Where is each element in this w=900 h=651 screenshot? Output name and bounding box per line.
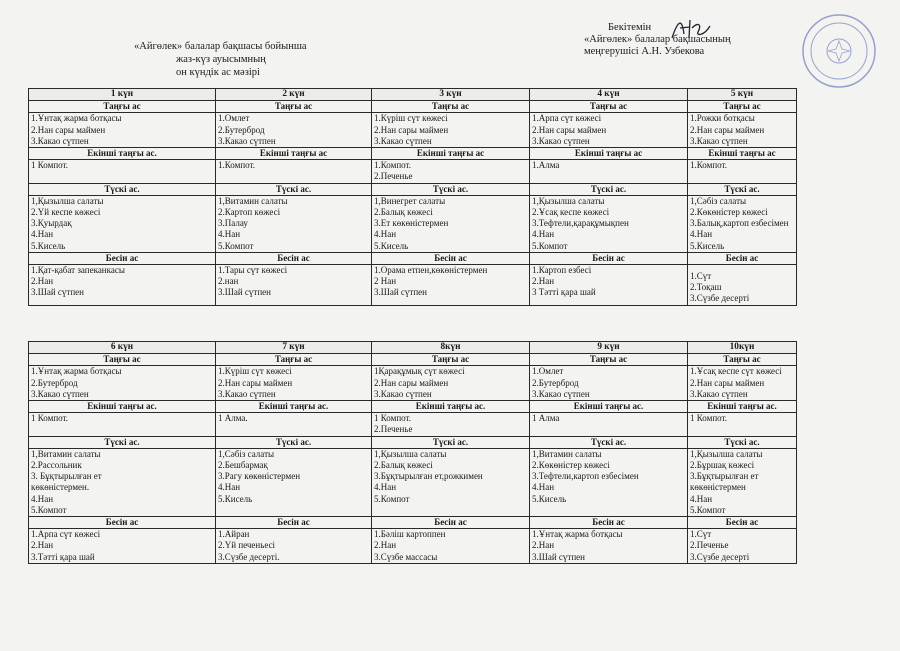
- breakfast-header-row: [29, 354, 797, 366]
- dish: 1 Алма: [532, 413, 560, 424]
- dish: 1,Витамин салаты: [31, 448, 101, 459]
- meal-label: Екінші таңғы ас: [530, 148, 688, 160]
- meal-label: Бесін ас: [372, 517, 530, 529]
- dish: 3.Какао сүтпен: [690, 388, 748, 399]
- dish: 3.Какао сүтпен: [31, 135, 89, 146]
- menu-cell: [372, 366, 530, 401]
- dish: 2.Тоқаш: [690, 282, 722, 293]
- menu-cell: [530, 366, 688, 401]
- day-header: 1 күн: [29, 89, 216, 101]
- meal-label: Бесін ас: [29, 517, 216, 529]
- meal-label: Түскі ас.: [29, 436, 216, 448]
- dish: 1.Ұнтақ жарма ботқасы: [31, 366, 122, 377]
- meal-label: Таңғы ас: [29, 354, 216, 366]
- menu-cell: [530, 195, 688, 252]
- dish: 2.Үй печеньесі: [218, 540, 276, 551]
- dish: 3.Бұқтырылған ет,рожкимен: [374, 471, 483, 482]
- dish: 2.Бұршақ көжесі: [690, 460, 755, 471]
- dish: 4.Нан: [218, 482, 241, 493]
- dish: 5.Кисель: [374, 240, 409, 251]
- dish: 2.Нан сары маймен: [690, 124, 765, 135]
- meal-label: Екінші таңғы ас.: [530, 401, 688, 413]
- menu-cell: [530, 113, 688, 148]
- dish: 3.Бұқтырылған ет: [690, 471, 759, 482]
- dish: 1,Қызылша салаты: [31, 195, 104, 206]
- dish: 1.Компот.: [218, 160, 256, 171]
- dish: 4.Нан: [532, 482, 555, 493]
- menu-cell: [372, 448, 530, 516]
- dish: 3.Шай сүтпен: [218, 287, 271, 298]
- meal-label: Түскі ас.: [216, 436, 372, 448]
- meal-label: Бесін ас: [216, 517, 372, 529]
- dish: 2.Печенье: [374, 424, 413, 435]
- menu-cell: [216, 366, 372, 401]
- dish: 5.Компот: [690, 504, 726, 515]
- dish: 3.Какао сүтпен: [31, 388, 89, 399]
- meal-label: Бесін ас: [530, 517, 688, 529]
- dish: 1.Күріш сүт көжесі: [374, 113, 448, 124]
- day-header-row: [29, 89, 797, 101]
- menu-table-days-1-5: [28, 88, 797, 306]
- dish: 1,Қызылша салаты: [374, 448, 447, 459]
- dish: 1 Компот.: [31, 160, 69, 171]
- dish: 5.Компот: [374, 493, 410, 504]
- breakfast-row: [29, 366, 797, 401]
- dish: 2.Бутерброд: [31, 377, 78, 388]
- dish: 1.Картоп езбесі: [532, 265, 592, 276]
- dish: 2.Бутерброд: [532, 377, 579, 388]
- dish: 5.Компот: [218, 240, 254, 251]
- menu-cell: [530, 265, 688, 306]
- dish: 1,Винегрет салаты: [374, 195, 446, 206]
- day-header: 5 күн: [688, 89, 797, 101]
- meal-label: Түскі ас.: [688, 183, 797, 195]
- day-header-row: [29, 342, 797, 354]
- dish: 1.Рожки ботқасы: [690, 113, 755, 124]
- dish: 1 Компот.: [374, 413, 412, 424]
- dish: 3.Какао сүтпен: [690, 135, 748, 146]
- dish: 2.Нан: [532, 540, 555, 551]
- dish: 4.Нан: [690, 493, 713, 504]
- dish: 4.Нан: [31, 493, 54, 504]
- dish: 2.Картоп көжесі: [218, 207, 281, 218]
- menu-cell: [688, 113, 797, 148]
- menu-cell: [372, 160, 530, 183]
- menu-cell: [216, 529, 372, 564]
- menu-cell: [372, 529, 530, 564]
- dish: 3.Қуырдақ: [31, 218, 72, 229]
- meal-label: Екінші таңғы ас: [688, 148, 797, 160]
- dish: 5.Кисель: [532, 493, 567, 504]
- dish: 3.Какао сүтпен: [374, 388, 432, 399]
- meal-label: Таңғы ас: [372, 354, 530, 366]
- dish: 3.Балық,картоп езбесімен: [690, 218, 789, 229]
- dish: 1,Сәбіз салаты: [218, 448, 275, 459]
- dish: 3.Шай сүтпен: [31, 287, 84, 298]
- title-line-2: жаз-күз ауысымның: [176, 54, 266, 65]
- dish: 2.Рассольник: [31, 460, 82, 471]
- menu-cell: [216, 413, 372, 436]
- meal-label: Бесін ас: [372, 252, 530, 264]
- day-header: 9 күн: [530, 342, 688, 354]
- dish: 2.Көкөністер көжесі: [690, 207, 768, 218]
- second-breakfast-row: [29, 413, 797, 436]
- dish: 2.Балық көжесі: [374, 460, 433, 471]
- dish: 1.Күріш сүт көжесі: [218, 366, 292, 377]
- dish: 2.Печенье: [374, 171, 413, 182]
- dish: 3.Какао сүтпен: [374, 135, 432, 146]
- dish: 1.Арпа сүт көжесі: [31, 529, 101, 540]
- menu-cell: [29, 448, 216, 516]
- dish: 2.Бешбармақ: [218, 460, 268, 471]
- menu-cell: [688, 448, 797, 516]
- dish: 1.Тары сүт көжесі: [218, 265, 288, 276]
- menu-cell: [216, 448, 372, 516]
- menu-cell: [688, 529, 797, 564]
- day-header: 4 күн: [530, 89, 688, 101]
- dish: 4.Нан: [374, 482, 397, 493]
- snack-header-row: [29, 252, 797, 264]
- menu-table-days-6-10: [28, 341, 797, 564]
- meal-label: Бесін ас: [688, 252, 797, 264]
- meal-label: Түскі ас.: [216, 183, 372, 195]
- menu-cell: [530, 448, 688, 516]
- menu-title: [120, 40, 360, 79]
- menu-cell: [688, 195, 797, 252]
- dish: 4.Нан: [690, 229, 713, 240]
- dish: 3.Палау: [218, 218, 248, 229]
- dish: 1,Витамин салаты: [532, 448, 602, 459]
- approval-line-2: «Айгөлек» балалар бақшасының: [584, 34, 731, 45]
- dish: 3.Какао сүтпен: [218, 135, 276, 146]
- dish: көкөністермен: [690, 482, 746, 493]
- meal-label: Түскі ас.: [372, 436, 530, 448]
- meal-label: Екінші таңғы ас: [372, 148, 530, 160]
- dish: 5.Кисель: [690, 240, 725, 251]
- dish: 2.Нан: [374, 540, 397, 551]
- dish: 1 Компот.: [31, 413, 69, 424]
- dish: 2.Нан сары маймен: [218, 377, 293, 388]
- meal-label: Екінші таңғы ас.: [372, 401, 530, 413]
- dish: 2.Ұсақ кеспе көжесі: [532, 207, 610, 218]
- snack-header-row: [29, 517, 797, 529]
- meal-label: Таңғы ас: [216, 354, 372, 366]
- breakfast-header-row: [29, 101, 797, 113]
- dish: 3.Какао сүтпен: [218, 388, 276, 399]
- dish: 2.Нан сары маймен: [374, 124, 449, 135]
- approval-line-1: Бекітемін: [608, 22, 652, 33]
- dish: 5.Кисель: [31, 240, 66, 251]
- dish: 1.Айран: [218, 529, 250, 540]
- title-line-1: «Айгөлек» балалар бақшасы бойынша: [134, 41, 307, 52]
- menu-cell: [29, 113, 216, 148]
- approval-line-3: меңгерушісі А.Н. Узбекова: [584, 46, 705, 57]
- menu-cell: [29, 265, 216, 306]
- signature-icon: [668, 16, 712, 42]
- dish: 1Қарақұмық сүт көжесі: [374, 366, 465, 377]
- dish: 1.Қат-қабат запеканкасы: [31, 265, 125, 276]
- menu-cell: [530, 529, 688, 564]
- dish: 2.Нан: [532, 276, 555, 287]
- menu-cell: [688, 265, 797, 306]
- meal-label: Бесін ас: [688, 517, 797, 529]
- dish: 1.Омлет: [218, 113, 250, 124]
- meal-label: Таңғы ас: [216, 101, 372, 113]
- menu-cell: [216, 265, 372, 306]
- title-line-3: он күндік ас мәзірі: [176, 67, 260, 78]
- meal-label: Түскі ас.: [372, 183, 530, 195]
- dish: 3.Какао сүтпен: [532, 388, 590, 399]
- meal-label: Бесін ас: [216, 252, 372, 264]
- dish: 2.Нан сары маймен: [532, 124, 607, 135]
- dish: 5.Компот: [31, 504, 67, 515]
- dish: 3.Тәтті қара шай: [31, 551, 95, 562]
- dish: 1 Компот.: [690, 413, 728, 424]
- snack-row: [29, 529, 797, 564]
- dish: 5.Кисель: [218, 493, 253, 504]
- menu-cell: [688, 413, 797, 436]
- meal-label: Түскі ас.: [29, 183, 216, 195]
- dish: 3.Тефтели,картоп езбесімен: [532, 471, 639, 482]
- menu-cell: [216, 195, 372, 252]
- dish: 2.Көкөністер көжесі: [532, 460, 610, 471]
- second-breakfast-header-row: [29, 401, 797, 413]
- dish: 3.Сүзбе десерті: [690, 293, 750, 304]
- dish: 1 Алма.: [218, 413, 248, 424]
- stamp-icon: [800, 12, 878, 90]
- menu-cell: [29, 529, 216, 564]
- menu-cell: [29, 366, 216, 401]
- meal-label: Екінші таңғы ас.: [216, 401, 372, 413]
- dish: 2.Нан сары маймен: [31, 124, 106, 135]
- snack-row: [29, 265, 797, 306]
- dish: 4.Нан: [218, 229, 241, 240]
- menu-cell: [372, 265, 530, 306]
- dish: 2.Бутерброд: [218, 124, 265, 135]
- meal-label: Таңғы ас: [688, 354, 797, 366]
- dish: 1.Ұнтақ жарма ботқасы: [31, 113, 122, 124]
- dish: 3.Сүзбе десерті.: [218, 551, 280, 562]
- dish: 5.Компот: [532, 240, 568, 251]
- dish: 3.Какао сүтпен: [532, 135, 590, 146]
- meal-label: Екінші таңғы ас: [216, 148, 372, 160]
- dish: 3.Шай сүтпен: [532, 551, 585, 562]
- menu-cell: [530, 160, 688, 183]
- menu-cell: [530, 413, 688, 436]
- dish: 3.Рагу көкөністермен: [218, 471, 301, 482]
- meal-label: Түскі ас.: [530, 183, 688, 195]
- dish: 2.Нан: [31, 276, 54, 287]
- dish: 1.Арпа сүт көжесі: [532, 113, 602, 124]
- dish: 4.Нан: [374, 229, 397, 240]
- meal-label: Түскі ас.: [688, 436, 797, 448]
- dish: 2.Нан: [31, 540, 54, 551]
- day-header: 2 күн: [216, 89, 372, 101]
- dish: 2.Үй кеспе көжесі: [31, 207, 101, 218]
- meal-label: Екінші таңғы ас.: [29, 148, 216, 160]
- dish: 1.Компот.: [374, 160, 412, 171]
- dish: 1.Сүт: [690, 529, 712, 540]
- dish: 3.Сүзбе десерті: [690, 551, 750, 562]
- dish: 4.Нан: [532, 229, 555, 240]
- dish: 3.Сүзбе массасы: [374, 551, 438, 562]
- meal-label: Таңғы ас: [29, 101, 216, 113]
- dish: 3 Тәтті қара шай: [532, 287, 596, 298]
- dish: 1,Сәбіз салаты: [690, 195, 747, 206]
- lunch-header-row: [29, 436, 797, 448]
- dish: 3.Ет көкөністермен: [374, 218, 449, 229]
- day-header: 6 күн: [29, 342, 216, 354]
- dish: 1.Омлет: [532, 366, 564, 377]
- dish: 2 Нан: [374, 276, 397, 287]
- menu-cell: [216, 113, 372, 148]
- menu-cell: [29, 160, 216, 183]
- day-header: 3 күн: [372, 89, 530, 101]
- meal-label: Таңғы ас: [530, 354, 688, 366]
- dish: 3.Шай сүтпен: [374, 287, 427, 298]
- meal-label: Екінші таңғы ас.: [688, 401, 797, 413]
- dish: 1,Витамин салаты: [218, 195, 288, 206]
- menu-cell: [216, 160, 372, 183]
- lunch-row: [29, 448, 797, 516]
- menu-cell: [688, 160, 797, 183]
- menu-cell: [372, 113, 530, 148]
- dish: 1,Қызылша салаты: [532, 195, 605, 206]
- dish: 1,Қызылша салаты: [690, 448, 763, 459]
- second-breakfast-header-row: [29, 148, 797, 160]
- dish: 2.Нан сары маймен: [374, 377, 449, 388]
- second-breakfast-row: [29, 160, 797, 183]
- meal-label: Бесін ас: [530, 252, 688, 264]
- dish: 1.Сүт: [690, 271, 712, 282]
- dish: 3. Бұқтырылған ет: [31, 471, 102, 482]
- meal-label: Таңғы ас: [688, 101, 797, 113]
- dish: 3.Тефтели,қарақұмықпен: [532, 218, 629, 229]
- day-header: 10күн: [688, 342, 797, 354]
- dish: 2.нан: [218, 276, 239, 287]
- dish: 1.Компот.: [690, 160, 728, 171]
- lunch-header-row: [29, 183, 797, 195]
- meal-label: Екінші таңғы ас.: [29, 401, 216, 413]
- day-header: 7 күн: [216, 342, 372, 354]
- dish: 1.Ұнтақ жарма ботқасы: [532, 529, 623, 540]
- dish: 1.Ұсақ кеспе сүт көжесі: [690, 366, 782, 377]
- dish: 1.Алма: [532, 160, 560, 171]
- menu-cell: [29, 195, 216, 252]
- dish: 4.Нан: [31, 229, 54, 240]
- meal-label: Таңғы ас: [530, 101, 688, 113]
- dish: 1.Орама етпен,көкөністермен: [374, 265, 488, 276]
- dish: 1.Бәліш картоппен: [374, 529, 446, 540]
- menu-cell: [29, 413, 216, 436]
- dish: 2.Балық көжесі: [374, 207, 433, 218]
- meal-label: Түскі ас.: [530, 436, 688, 448]
- dish: 2.Нан сары маймен: [690, 377, 765, 388]
- day-header: 8күн: [372, 342, 530, 354]
- menu-cell: [372, 413, 530, 436]
- meal-label: Таңғы ас: [372, 101, 530, 113]
- menu-cell: [688, 366, 797, 401]
- dish: көкөністермен.: [31, 482, 90, 493]
- dish: 2.Печенье: [690, 540, 729, 551]
- lunch-row: [29, 195, 797, 252]
- meal-label: Бесін ас: [29, 252, 216, 264]
- menu-cell: [372, 195, 530, 252]
- breakfast-row: [29, 113, 797, 148]
